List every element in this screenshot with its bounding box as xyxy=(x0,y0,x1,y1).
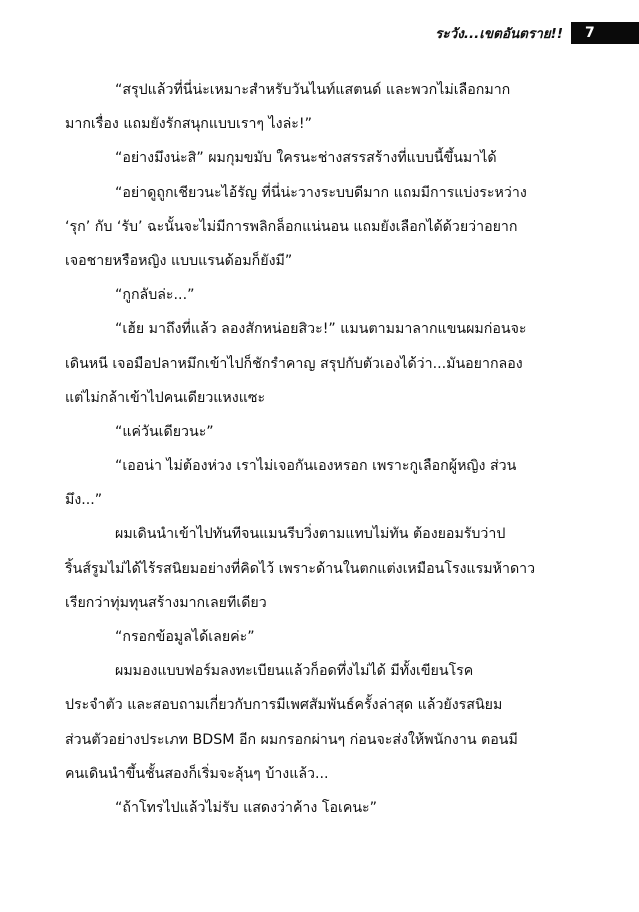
page-number-box xyxy=(571,22,639,44)
text-line: ริ้นส์รูมไม่ได้ไร้รสนิยมอย่างที่คิดไว้ เพราะด้านในตกแต่งเหมือนโรงแรมห้าดาว xyxy=(65,560,536,577)
text-line: “สรุปแล้วที่นี่น่ะเหมาะสำหรับวันไนท์แสตนด์ และพวกไม่เลือกมาก xyxy=(115,82,511,98)
text-line: ‘รุก’ กับ ‘รับ’ ฉะนั้นจะไม่มีการพลิกล็อกแน่นอน แถมยังเลือกได้ด้วยว่าอยาก xyxy=(65,218,518,235)
text-line: “กรอกข้อมูลได้เลยค่ะ” xyxy=(115,629,255,645)
text-line: “เฮ้ย มาถึงที่แล้ว ลองสักหน่อยสิวะ!” แมนตามมาลากแขนผมก่อนจะ xyxy=(115,321,527,338)
text-line: “อย่างมึงน่ะสิ” ผมกุมขมับ ใครนะช่างสรรสร้างที่แบบนี้ขึ้นมาได้ xyxy=(115,150,497,167)
text-line: “ถ้าโทรไปแล้วไม่รับ แสดงว่าค้าง โอเคนะ” xyxy=(115,799,377,816)
text-line: “แค่วันเดียวนะ” xyxy=(115,423,214,440)
text-line: มึง...” xyxy=(65,492,103,509)
chapter-title: ระวัง...เขตอันตราย!! xyxy=(435,26,563,42)
text-line: ประจำตัว และสอบถามเกี่ยวกับการมีเพศสัมพันธ์ครั้งล่าสุด แล้วยังรสนิยม xyxy=(65,697,503,714)
text-line: ส่วนตัวอย่างประเภท BDSM อีก ผมกรอกผ่านๆ ก่อนจะส่งให้พนักงาน ตอนมี xyxy=(65,731,518,748)
text-line: มากเรื่อง แถมยังรักสนุกแบบเราๆ ไงล่ะ!” xyxy=(65,116,312,133)
text-line: เดินหนี เจอมือปลาหมึกเข้าไปก็ชักรำคาญ สรุปกับตัวเองได้ว่า...มันอยากลอง xyxy=(65,355,523,372)
text-line: คนเดินนำขึ้นชั้นสองก็เริ่มจะลุ้นๆ บ้างแล้ว... xyxy=(65,765,329,782)
text-line: เรียกว่าทุ่มทุนสร้างมากเลยทีเดียว xyxy=(65,594,267,611)
running-header xyxy=(435,22,639,44)
text-line: เจอชายหรือหญิง แบบแรนด้อมก็ยังมี” xyxy=(65,252,293,269)
text-line: “กูกลับล่ะ...” xyxy=(115,287,195,304)
text-line: “เออน่า ไม่ต้องห่วง เราไม่เจอกันเองหรอก เพราะกูเลือกผู้หญิง ส่วน xyxy=(115,458,517,475)
text-line: ผมมองแบบฟอร์มลงทะเบียนแล้วก็อดทึ่งไม่ได้ มีทั้งเขียนโรค xyxy=(115,663,474,680)
text-line: แต่ไม่กล้าเข้าไปคนเดียวแหงแซะ xyxy=(65,389,266,406)
body-text xyxy=(65,73,575,825)
text-line: “อย่าดูถูกเชียวนะไอ้รัญ ที่นี่น่ะวางระบบดีมาก แถมมีการแบ่งระหว่าง xyxy=(115,184,527,201)
page-number: 7 xyxy=(585,25,595,41)
text-line: ผมเดินนำเข้าไปทันทีจนแมนรีบวิ่งตามแทบไม่ทัน ต้องยอมรับว่าป xyxy=(115,526,506,543)
